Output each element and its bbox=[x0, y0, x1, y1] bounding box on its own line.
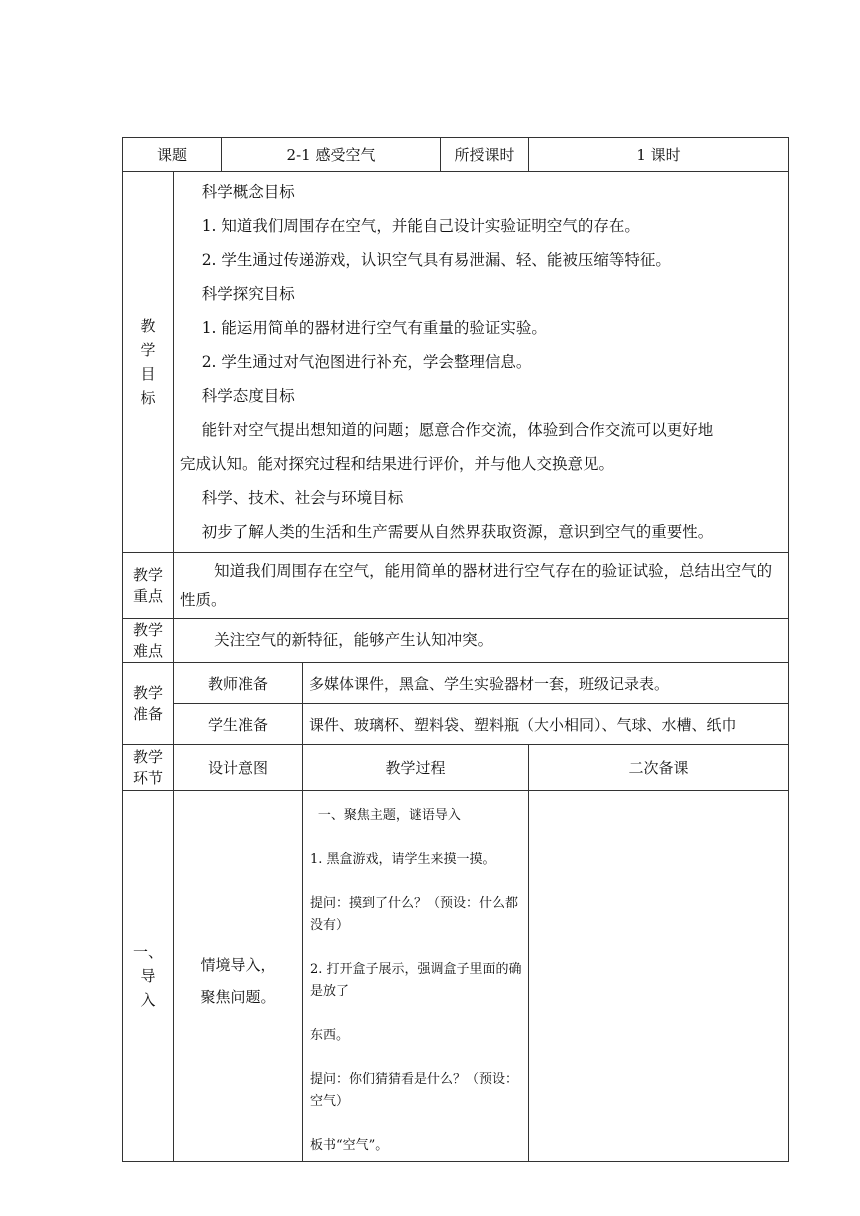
objective-heading: 科学探究目标 bbox=[201, 285, 295, 303]
difficulties-label: 教学 难点 bbox=[123, 619, 174, 663]
key-points-row bbox=[123, 553, 789, 619]
topic-value: 2-1 感受空气 bbox=[222, 138, 441, 172]
stage1-label: 一、 导 入 bbox=[123, 791, 174, 1162]
process-line: 提问：你们猜猜看是什么？（预设：空气） bbox=[310, 1072, 519, 1109]
objective-heading: 科学、技术、社会与环境目标 bbox=[201, 489, 404, 507]
difficulties-text: 关注空气的新特征，能够产生认知冲突。 bbox=[174, 619, 789, 663]
objectives-label: 教 学 目 标 bbox=[123, 172, 174, 553]
stage1-intent: 情境导入， 聚焦问题。 bbox=[174, 791, 303, 1162]
student-prep-label: 学生准备 bbox=[174, 704, 303, 745]
objective-item: 2. 学生通过对气泡图进行补充，学会整理信息。 bbox=[201, 353, 532, 371]
stage-header: 教学 环节 bbox=[123, 745, 174, 791]
key-points-label: 教学 重点 bbox=[123, 553, 174, 619]
hours-value: 1 课时 bbox=[529, 138, 789, 172]
objective-item: 完成认知。能对探究过程和结果进行评价，并与他人交换意见。 bbox=[180, 455, 615, 473]
objective-item: 初步了解人类的生活和生产需要从自然界获取资源，意识到空气的重要性。 bbox=[201, 523, 714, 541]
teacher-prep-row bbox=[123, 663, 789, 704]
student-prep-row bbox=[123, 704, 789, 745]
hours-label: 所授课时 bbox=[441, 138, 529, 172]
difficulties-row bbox=[123, 619, 789, 663]
objectives-content bbox=[174, 172, 789, 553]
stage1-second-prep bbox=[529, 791, 789, 1162]
objective-heading: 科学概念目标 bbox=[201, 183, 295, 201]
objectives-row bbox=[123, 172, 789, 553]
key-points-text: 知道我们周围存在空气，能用简单的器材进行空气存在的验证试验，总结出空气的性质。 bbox=[174, 553, 789, 619]
lesson-plan-table bbox=[122, 137, 789, 1162]
header-row bbox=[123, 138, 789, 172]
process-line: 一、聚焦主题，谜语导入 bbox=[317, 808, 461, 823]
student-prep-value: 课件、玻璃杯、塑料袋、塑料瓶（大小相同）、气球、水槽、纸巾 bbox=[303, 704, 789, 745]
topic-label: 课题 bbox=[123, 138, 222, 172]
process-line: 东西。 bbox=[310, 1028, 350, 1043]
teacher-prep-value: 多媒体课件，黑盒、学生实验器材一套，班级记录表。 bbox=[303, 663, 789, 704]
objective-item: 能针对空气提出想知道的问题；愿意合作交流，体验到合作交流可以更好地 bbox=[201, 421, 714, 439]
process-line: 提问：摸到了什么？（预设：什么都没有） bbox=[310, 896, 519, 933]
objective-heading: 科学态度目标 bbox=[201, 387, 295, 405]
objective-item: 2. 学生通过传递游戏，认识空气具有易泄漏、轻、能被压缩等特征。 bbox=[201, 251, 671, 269]
stage1-process bbox=[303, 791, 529, 1162]
teacher-prep-label: 教师准备 bbox=[174, 663, 303, 704]
process-line: 板书“空气”。 bbox=[310, 1138, 389, 1153]
stage1-row bbox=[123, 791, 789, 1162]
objective-item: 1. 能运用简单的器材进行空气有重量的验证实验。 bbox=[201, 319, 547, 337]
process-header: 教学过程 bbox=[303, 745, 529, 791]
intent-header: 设计意图 bbox=[174, 745, 303, 791]
objective-item: 1. 知道我们周围存在空气，并能自己设计实验证明空气的存在。 bbox=[201, 217, 640, 235]
process-line: 2. 打开盒子展示，强调盒子里面的确是放了 bbox=[310, 962, 522, 999]
preparation-label: 教学 准备 bbox=[123, 663, 174, 745]
process-line: 1. 黑盒游戏，请学生来摸一摸。 bbox=[310, 852, 496, 867]
process-header-row bbox=[123, 745, 789, 791]
second-prep-header: 二次备课 bbox=[529, 745, 789, 791]
